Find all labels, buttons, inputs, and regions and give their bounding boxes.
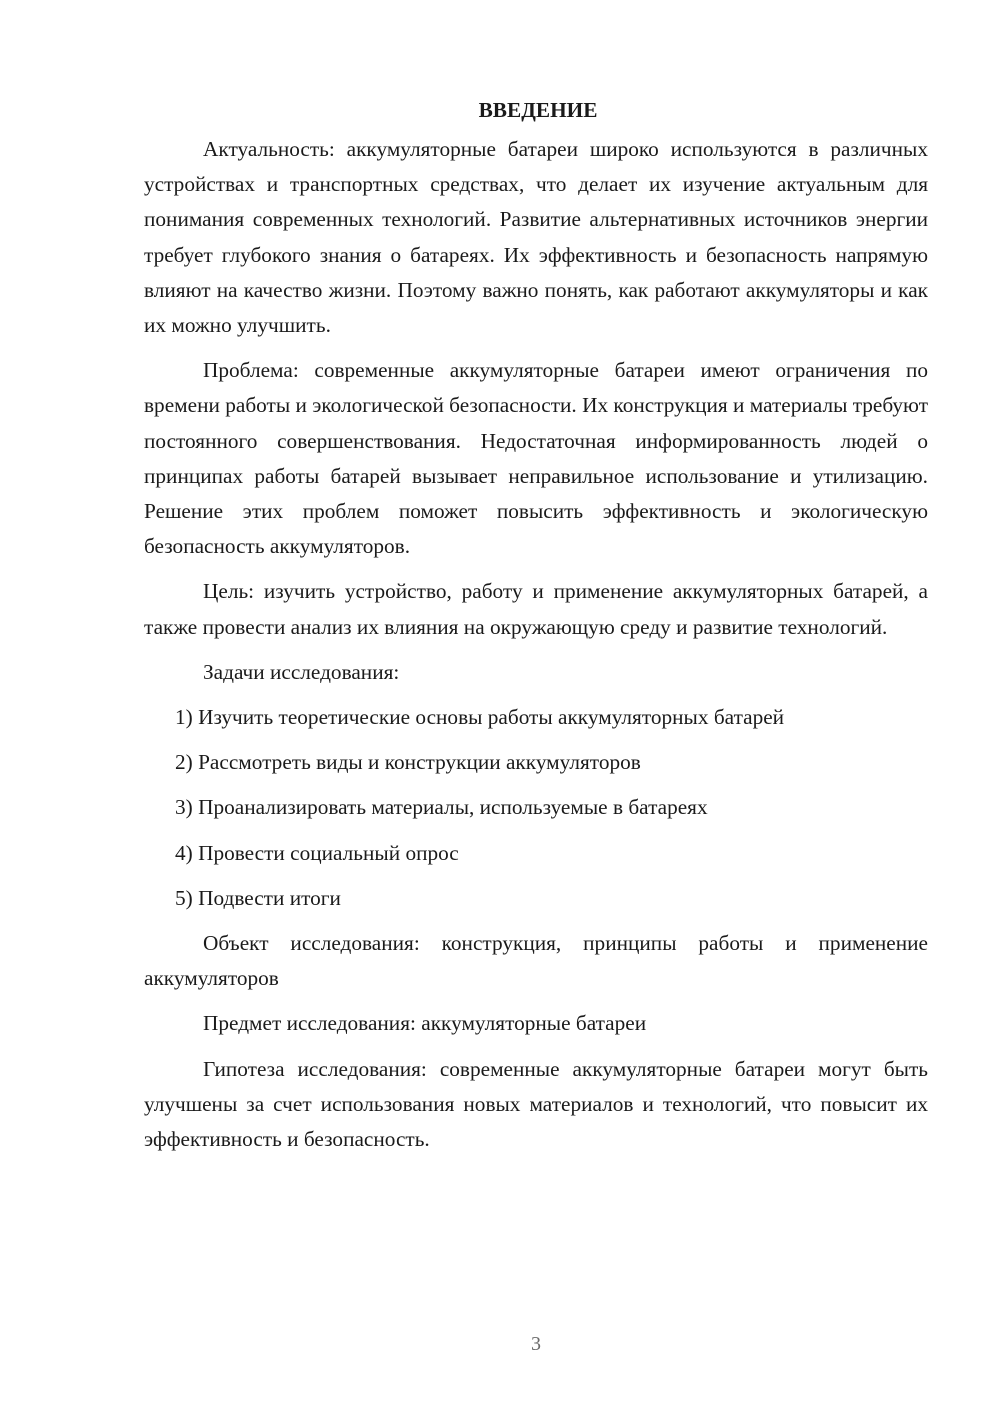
- goal-paragraph: Цель: изучить устройство, работу и применение аккумуляторных батарей, а также провести анализ их влияния на окружающую среду и развитие технологий.: [144, 579, 928, 639]
- tasks-list: [144, 700, 928, 916]
- page-number: 3: [531, 1333, 541, 1355]
- list-item: 4) Провести социальный опрос: [175, 840, 459, 865]
- list-item: 2) Рассмотреть виды и конструкции аккумуляторов: [175, 750, 641, 775]
- list-item: 1) Изучить теоретические основы работы аккумуляторных батарей: [175, 705, 785, 730]
- tasks-heading: Задачи исследования:: [203, 659, 400, 684]
- hypothesis-paragraph: Гипотеза исследования: современные аккумуляторные батареи могут быть улучшены за счет использования новых материалов и технологий, что повысит их эффективность и безопасность.: [144, 1056, 928, 1152]
- relevance-paragraph: Актуальность: аккумуляторные батареи широко используются в различных устройствах и транспортных средствах, что делает их изучение актуальным для понимания современных технологий. Развитие альтернативных источников энергии требует глубокого знания о батареях. Их эффективность и безопасность напрямую влияют на качество жизни. Поэтому важно понять, как работают аккумуляторы и как их можно улучшить.: [144, 137, 928, 338]
- subject-paragraph: Предмет исследования: аккумуляторные батареи: [203, 1011, 647, 1036]
- document-page: [144, 92, 928, 1167]
- list-item: 3) Проанализировать материалы, используемые в батареях: [175, 795, 708, 820]
- section-title: ВВЕДЕНИЕ: [478, 98, 598, 122]
- problem-paragraph: Проблема: современные аккумуляторные батареи имеют ограничения по времени работы и экологической безопасности. Их конструкция и материалы требуют постоянного совершенствования. Недостаточная информированность людей о принципах работы батарей вызывает неправильное использование и утилизацию. Решение этих проблем поможет повысить эффективность и экологическую безопасность аккумуляторов.: [144, 358, 928, 559]
- object-paragraph: Объект исследования: конструкция, принципы работы и применение аккумуляторов: [144, 931, 928, 991]
- list-item: 5) Подвести итоги: [175, 885, 341, 910]
